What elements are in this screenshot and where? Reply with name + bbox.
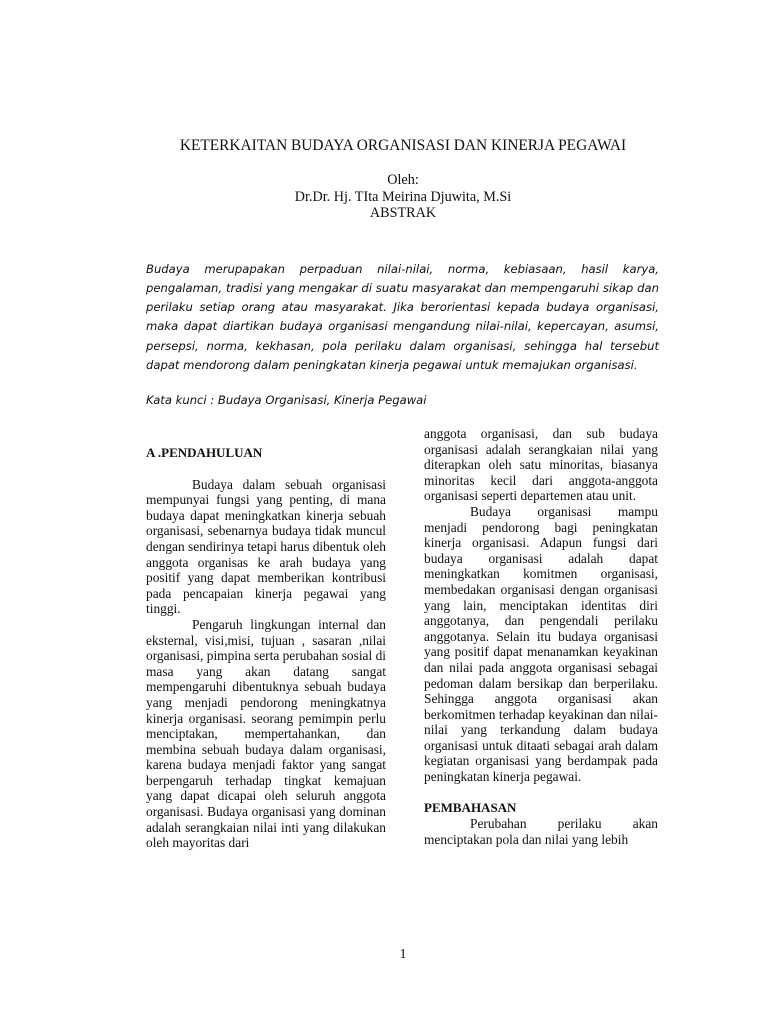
abstract-text: Budaya merupapakan perpaduan nilai-nilai, norma, kebiasaan, hasil karya, pengalaman, tradisi yang mengakar di suatu masyarakat dan mempengaruhi sikap dan perilaku setiap orang atau masyarakat. Jika berorientasi kepada budaya organisasi, maka dapat diartikan budaya organisasi mengandung nilai-nilai, kepercayan, asumsi, persepsi, norma, kekhasan, pola perilaku dalam organisasi, sehingga hal tersebut dapat mendorong dalam peningkatan kinerja pegawai untuk memajukan organisasi. xyxy=(146,261,659,373)
keywords: Kata kunci : Budaya Organisasi, Kinerja Pegawai xyxy=(146,393,427,407)
paragraph: Pengaruh lingkungan internal dan eksternal, visi,misi, tujuan , sasaran ,nilai organisasi, pimpina serta perubahan sosial di masa yang akan datang sangat mempengaruhi dibentuknya sebuah budaya yang menjadi pendorong meningkatnya kinerja organisasi. seorang pemimpin perlu menciptakan, mempertahankan, dan membina sebuah budaya dalam organisasi, karena budaya menjadi faktor yang sangat berpengaruh terhadap tingkat kemajuan yang dapat dicapai oleh seluruh anggota organisasi. Budaya organisasi yang dominan adalah serangkaian nilai inti yang dilakukan oleh mayoritas dari xyxy=(146,616,386,851)
byline xyxy=(0,172,768,222)
left-column xyxy=(146,426,386,851)
paragraph: anggota organisasi, dan sub budaya organisasi adalah serangkaian nilai yang diterapkan oleh satu minoritas, biasanya minoritas kecil dari anggota-anggota organisasi seperti departemen atau unit. xyxy=(424,426,658,504)
paper-title: KETERKAITAN BUDAYA ORGANISASI DAN KINERJA PEGAWAI xyxy=(179,137,627,154)
paragraph: Budaya dalam sebuah organisasi mempunyai fungsi yang penting, di mana budaya dapat meningkatkan kinerja sebuah organisasi, sebenarnya budaya tidak muncul dengan sendirinya tetapi harus dibentuk oleh anggota organisas ke arah budaya yang positif yang dapat memberikan kontribusi pada pencapaian kinerja pegawai yang tinggi. xyxy=(146,476,386,617)
paragraph: Budaya organisasi mampu menjadi pendorong bagi peningkatan kinerja organisasi. Adapun fungsi dari budaya organisasi adalah dapat meningkatkan komitmen organisasi, membedakan organisasi dengan organisasi yang lain, menciptakan identitas diri anggotanya, dan pengendali perilaku anggotanya. Selain itu budaya organisasi yang positif dapat menanamkan keyakinan dan nilai pada anggota organisasi sebagai pedoman dalam bersikap dan berperilaku. Sehingga anggota organisasi akan berkomitmen terhadap keyakinan dan nilai-nilai yang terkandung dalam budaya organisasi untuk ditaati sebagai arah dalam kegiatan organisasi yang berdampak pada peningkatan kinerja pegawai. xyxy=(424,503,658,785)
author-name: Dr.Dr. Hj. TIta Meirina Djuwita, M.Si xyxy=(294,188,512,205)
section-heading-pembahasan: PEMBAHASAN xyxy=(424,799,517,815)
abstract-heading: ABSTRAK xyxy=(369,205,437,222)
page-number: 1 xyxy=(399,947,407,962)
paragraph: Perubahan perilaku akan menciptakan pola dan nilai yang lebih xyxy=(424,816,658,847)
right-column xyxy=(424,426,658,847)
section-heading-pendahuluan: A .PENDAHULUAN xyxy=(146,445,263,460)
oleh-label: Oleh: xyxy=(387,172,419,188)
